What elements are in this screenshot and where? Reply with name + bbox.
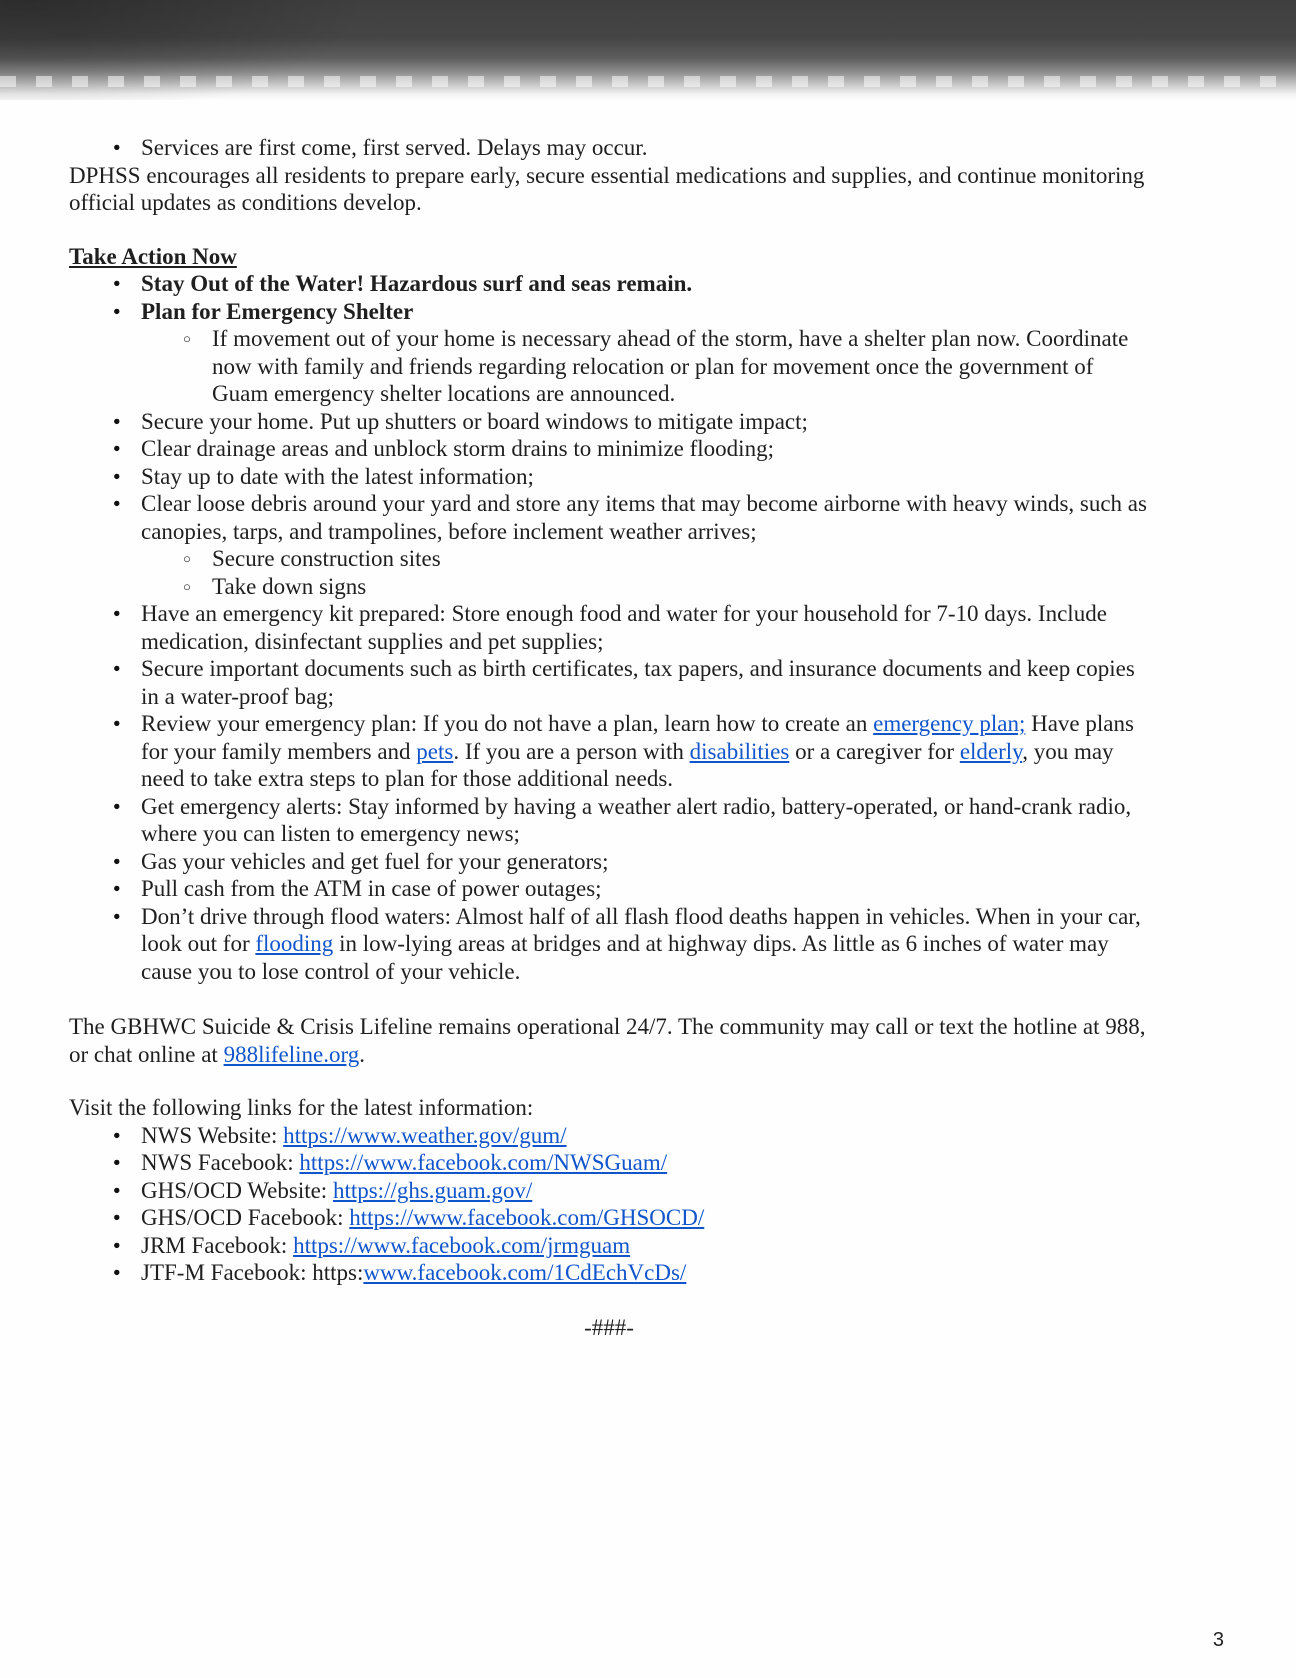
text-segment: GHS/OCD Website: (141, 1177, 333, 1203)
inline-link[interactable]: disabilities (689, 738, 790, 764)
text-segment: . (359, 1041, 365, 1067)
bullet-icon: ● (113, 276, 121, 290)
text-segment: Stay up to date with the latest information; (141, 463, 534, 489)
take-action-heading: Take Action Now (69, 243, 237, 269)
bullet-icon: ● (113, 716, 121, 730)
text-segment: Review your emergency plan: If you do not have a plan, learn how to create an (141, 711, 874, 736)
text-segment: Services are first come, first served. Delays may occur. (141, 135, 648, 160)
list-item-text (141, 710, 1149, 793)
text-segment: NWS Website: (141, 1122, 284, 1148)
bullet-icon: ● (113, 496, 121, 510)
list-item (113, 848, 1149, 876)
page-number: 3 (1212, 1629, 1224, 1651)
list-item (113, 298, 1149, 326)
bullet-icon: ● (113, 1127, 121, 1142)
list-item-text (141, 1122, 1149, 1150)
bullet-icon: ● (113, 661, 121, 675)
list-item-text (141, 1177, 1149, 1205)
list-item (113, 1149, 1149, 1177)
bullet-icon: ● (113, 1237, 121, 1252)
circle-bullet-icon: ○ (183, 331, 191, 346)
bullet-icon: ● (113, 881, 121, 895)
text-segment: JRM Facebook: (141, 1232, 294, 1258)
text-segment: Take down signs (212, 573, 367, 599)
inline-link[interactable]: emergency plan; (873, 711, 1026, 736)
intro-paragraph: DPHSS encourages all residents to prepare early, secure essential medications and supplies, and continue monitoring official updates as conditions develop. (69, 162, 1145, 215)
inline-link[interactable]: https://www.facebook.com/NWSGuam/ (299, 1150, 668, 1175)
text-segment: If movement out of your home is necessary ahead of the storm, have a shelter plan now. Coordinate now with family and friends regarding relocation or plan for movement once the government of Guam emergency shelter locations are announced. (212, 326, 1129, 406)
inline-link[interactable]: flooding (255, 931, 334, 956)
inline-link[interactable]: 988lifeline.org (223, 1041, 360, 1067)
list-item (113, 1259, 1149, 1287)
list-item (113, 270, 1149, 298)
text-segment: Secure important documents such as birth certificates, tax papers, and insurance documents and keep copies in a water-proof bag; (141, 656, 1135, 709)
bullet-icon: ● (113, 606, 121, 620)
list-item (113, 1122, 1149, 1150)
page-content (69, 134, 1149, 1341)
list-item-text (141, 408, 1149, 436)
text-segment: The GBHWC Suicide & Crisis Lifeline remains operational 24/7. The community may call or text the hotline at 988, or chat online at (69, 1014, 1146, 1067)
text-segment: GHS/OCD Facebook: (141, 1205, 350, 1230)
list-item (113, 1232, 1149, 1260)
intro-list (69, 134, 1149, 162)
list-item-text (141, 848, 1149, 876)
text-segment: Don’t drive through flood waters: Almost half of all flash flood deaths happen in vehicles. When in your car, look out for (141, 903, 1141, 956)
list-item-text (141, 1232, 1149, 1260)
bullet-icon: ● (113, 908, 121, 923)
scan-shadow-artifact (0, 0, 1296, 100)
inline-link[interactable]: pets (416, 738, 454, 764)
list-item-text (141, 903, 1149, 986)
lifeline-paragraph (69, 1013, 1149, 1068)
text-segment: , you may need to take extra steps to plan for those additional needs. (141, 738, 1114, 791)
list-item (183, 545, 1149, 573)
list-item (113, 793, 1149, 848)
list-item (113, 875, 1149, 903)
list-item-text (141, 1259, 1149, 1287)
text-segment: Secure construction sites (212, 546, 441, 571)
list-item-text (141, 134, 1149, 162)
list-item (113, 435, 1149, 463)
list-item (183, 325, 1149, 408)
links-section-heading: Visit the following links for the latest information: (69, 1095, 534, 1120)
text-segment: . If you are a person with (453, 738, 690, 764)
list-item-text (212, 325, 1149, 408)
list-item (113, 600, 1149, 655)
inline-link[interactable]: https://ghs.guam.gov/ (332, 1177, 533, 1203)
text-segment: Get emergency alerts: Stay informed by having a weather alert radio, battery-operated, or hand-crank radio, where you can listen to emergency news; (141, 793, 1132, 846)
links-list (69, 1122, 1149, 1287)
inline-link[interactable]: https://www.facebook.com/jrmguam (293, 1232, 631, 1258)
bullet-icon: ● (113, 798, 121, 813)
inline-link[interactable]: https://www.weather.gov/gum/ (283, 1122, 567, 1148)
list-item (113, 903, 1149, 986)
bullet-icon: ● (113, 468, 121, 483)
list-item-text (141, 793, 1149, 848)
list-item-text (141, 655, 1149, 710)
bullet-icon: ● (113, 413, 121, 428)
list-item-text (141, 1204, 1149, 1232)
list-item (113, 408, 1149, 436)
list-item-text (141, 600, 1149, 655)
bullet-icon: ● (113, 853, 121, 868)
inline-link[interactable]: www.facebook.com/1CdEchVcDs/ (363, 1260, 687, 1285)
list-item (113, 710, 1149, 793)
list-item-text (141, 270, 1149, 298)
circle-bullet-icon: ○ (183, 551, 191, 566)
text-segment: Clear loose debris around your yard and store any items that may become airborne with heavy winds, such as canopies, tarps, and trampolines, before inclement weather arrives; (141, 491, 1147, 544)
list-item-text (141, 435, 1149, 463)
list-item (113, 134, 1149, 162)
text-segment: Pull cash from the ATM in case of power outages; (141, 876, 602, 901)
list-item-text (141, 875, 1149, 903)
list-item-text (141, 463, 1149, 491)
list-item (113, 1177, 1149, 1205)
list-item (113, 1204, 1149, 1232)
text-segment: or a caregiver for (789, 738, 960, 764)
list-item-text (141, 1149, 1149, 1177)
text-segment: NWS Facebook: (141, 1150, 300, 1175)
bullet-icon: ● (113, 1182, 121, 1197)
text-segment: Stay Out of the Water! Hazardous surf and seas remain. (141, 271, 693, 296)
list-item-text (141, 490, 1149, 545)
text-segment: in low-lying areas at bridges and at highway dips. As little as 6 inches of water may cause you to lose control of your vehicle. (141, 931, 1109, 984)
list-item-text (212, 573, 1149, 601)
text-segment: Plan for Emergency Shelter (141, 298, 414, 324)
end-mark: -###- (584, 1314, 634, 1340)
list-item (113, 463, 1149, 491)
list-item (183, 573, 1149, 601)
text-segment: Clear drainage areas and unblock storm drains to minimize flooding; (141, 436, 774, 461)
list-item-text (212, 545, 1149, 573)
inline-link[interactable]: elderly (959, 738, 1023, 764)
text-segment: Secure your home. Put up shutters or board windows to mitigate impact; (141, 408, 808, 434)
text-segment: Have an emergency kit prepared: Store enough food and water for your household for 7-10 days. Include medication, disinfectant supplies and pet supplies; (141, 601, 1107, 654)
take-action-list (69, 270, 1149, 985)
list-item-text (141, 298, 1149, 326)
text-segment: Have plans for your family members and (141, 711, 1134, 764)
text-segment: JTF-M Facebook: https: (141, 1260, 364, 1285)
list-item (113, 490, 1149, 545)
circle-bullet-icon: ○ (183, 578, 191, 594)
bullet-icon: ● (113, 1210, 121, 1224)
bullet-icon: ● (113, 303, 121, 318)
bullet-icon: ● (113, 1265, 121, 1279)
list-item (113, 655, 1149, 710)
bullet-icon: ● (113, 140, 121, 154)
bullet-icon: ● (113, 1155, 121, 1169)
text-segment: Gas your vehicles and get fuel for your generators; (141, 848, 609, 874)
inline-link[interactable]: https://www.facebook.com/GHSOCD/ (349, 1205, 705, 1230)
bullet-icon: ● (113, 441, 121, 455)
